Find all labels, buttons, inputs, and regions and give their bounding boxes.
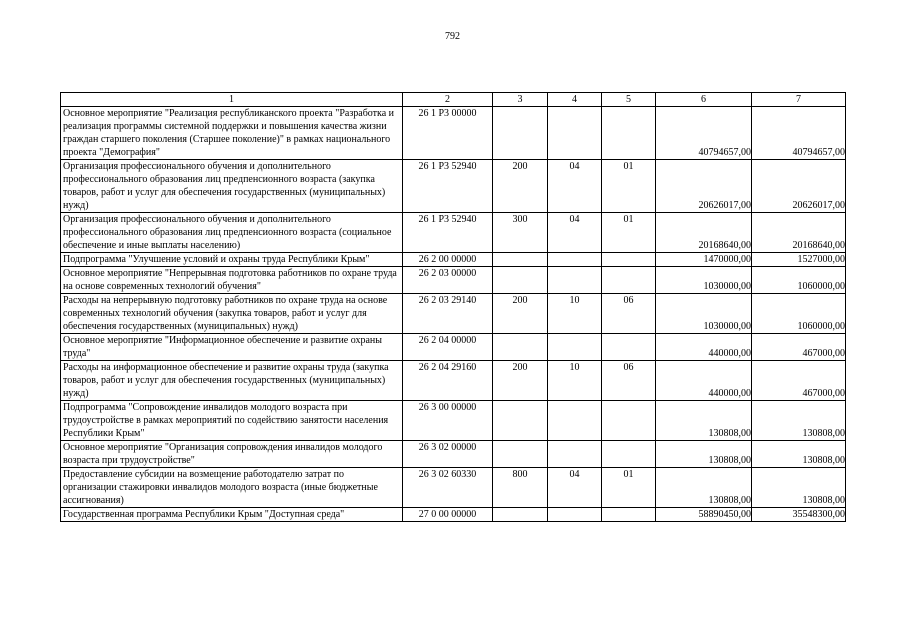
row-name-cell: Основное мероприятие "Реализация республиканского проекта "Разработка и реализация программы системной поддержки и повышения качества жизни граждан старшего поколения (Старшее поколение)" в рамках национального проекта "Демография": [61, 107, 403, 160]
table-row: [61, 294, 846, 334]
column-header: 4: [548, 93, 602, 107]
table-row: [61, 213, 846, 253]
row-amount-cell: 1030000,00: [656, 267, 752, 294]
row-code-cell: 26 3 02 00000: [403, 441, 493, 468]
row-name-cell: Организация профессионального обучения и дополнительного профессионального образования лиц предпенсионного возраста (закупка товаров, работ и услуг для обеспечения государственных (муниципальных) нужд): [61, 160, 403, 213]
row-amount-cell: 1060000,00: [752, 267, 846, 294]
row-section-cell: [548, 401, 602, 441]
row-section-cell: [548, 334, 602, 361]
table-row: [61, 334, 846, 361]
row-amount-cell: 467000,00: [752, 361, 846, 401]
column-header: 1: [61, 93, 403, 107]
row-amount-cell: 130808,00: [752, 441, 846, 468]
table-row: [61, 361, 846, 401]
table-row: [61, 468, 846, 508]
row-expense-type-cell: [493, 508, 548, 522]
row-name-cell: Основное мероприятие "Непрерывная подготовка работников по охране труда на основе современных технологий обучения": [61, 267, 403, 294]
row-amount-cell: 1527000,00: [752, 253, 846, 267]
page-number: 792: [445, 31, 460, 42]
row-subsection-cell: [602, 334, 656, 361]
table-row: [61, 107, 846, 160]
table-row: [61, 441, 846, 468]
row-amount-cell: 130808,00: [656, 468, 752, 508]
table-row: [61, 160, 846, 213]
row-name-cell: Подпрограмма "Сопровождение инвалидов молодого возраста при трудоустройстве в рамках мероприятий по содействию занятости населения Республики Крым": [61, 401, 403, 441]
column-header: 7: [752, 93, 846, 107]
row-code-cell: 26 3 00 00000: [403, 401, 493, 441]
row-subsection-cell: [602, 107, 656, 160]
row-amount-cell: 440000,00: [656, 361, 752, 401]
row-subsection-cell: [602, 508, 656, 522]
row-code-cell: 26 1 P3 52940: [403, 213, 493, 253]
column-header: 2: [403, 93, 493, 107]
row-subsection-cell: [602, 441, 656, 468]
budget-table: [60, 92, 846, 522]
column-header: 5: [602, 93, 656, 107]
row-amount-cell: 40794657,00: [752, 107, 846, 160]
row-expense-type-cell: 200: [493, 294, 548, 334]
row-expense-type-cell: [493, 401, 548, 441]
row-code-cell: 27 0 00 00000: [403, 508, 493, 522]
row-code-cell: 26 1 P3 52940: [403, 160, 493, 213]
row-section-cell: 04: [548, 213, 602, 253]
column-header: 3: [493, 93, 548, 107]
row-name-cell: Основное мероприятие "Организация сопровождения инвалидов молодого возраста при трудоустройстве": [61, 441, 403, 468]
row-amount-cell: 40794657,00: [656, 107, 752, 160]
row-name-cell: Организация профессионального обучения и дополнительного профессионального образования лиц предпенсионного возраста (социальное обеспечение и иные выплаты населению): [61, 213, 403, 253]
row-name-cell: Предоставление субсидии на возмещение работодателю затрат по организации стажировки инвалидов молодого возраста (иные бюджетные ассигнования): [61, 468, 403, 508]
column-header: 6: [656, 93, 752, 107]
row-code-cell: 26 2 04 29160: [403, 361, 493, 401]
row-section-cell: [548, 508, 602, 522]
table-header-row: [61, 93, 846, 107]
row-expense-type-cell: 300: [493, 213, 548, 253]
row-amount-cell: 440000,00: [656, 334, 752, 361]
row-section-cell: [548, 441, 602, 468]
row-name-cell: Расходы на непрерывную подготовку работников по охране труда на основе современных технологий обучения (закупка товаров, работ и услуг для обеспечения государственных (муниципальных) нужд): [61, 294, 403, 334]
row-section-cell: [548, 267, 602, 294]
row-expense-type-cell: [493, 253, 548, 267]
row-amount-cell: 130808,00: [656, 441, 752, 468]
row-name-cell: Расходы на информационное обеспечение и развитие охраны труда (закупка товаров, работ и услуг для обеспечения государственных (муниципальных) нужд): [61, 361, 403, 401]
row-section-cell: 04: [548, 160, 602, 213]
row-code-cell: 26 2 03 29140: [403, 294, 493, 334]
row-expense-type-cell: 800: [493, 468, 548, 508]
row-section-cell: 10: [548, 361, 602, 401]
row-amount-cell: 130808,00: [752, 401, 846, 441]
row-amount-cell: 1470000,00: [656, 253, 752, 267]
row-section-cell: [548, 253, 602, 267]
row-amount-cell: 20626017,00: [752, 160, 846, 213]
row-amount-cell: 20168640,00: [752, 213, 846, 253]
row-amount-cell: 130808,00: [752, 468, 846, 508]
row-subsection-cell: [602, 267, 656, 294]
table-row: [61, 401, 846, 441]
table-row: [61, 253, 846, 267]
row-subsection-cell: 06: [602, 361, 656, 401]
row-section-cell: 10: [548, 294, 602, 334]
table-row: [61, 267, 846, 294]
row-expense-type-cell: [493, 334, 548, 361]
row-subsection-cell: 06: [602, 294, 656, 334]
row-amount-cell: 1030000,00: [656, 294, 752, 334]
row-code-cell: 26 2 00 00000: [403, 253, 493, 267]
row-code-cell: 26 1 P3 00000: [403, 107, 493, 160]
row-section-cell: 04: [548, 468, 602, 508]
row-code-cell: 26 3 02 60330: [403, 468, 493, 508]
row-amount-cell: 35548300,00: [752, 508, 846, 522]
row-expense-type-cell: 200: [493, 160, 548, 213]
row-name-cell: Государственная программа Республики Крым "Доступная среда": [61, 508, 403, 522]
row-name-cell: Подпрограмма "Улучшение условий и охраны труда Республики Крым": [61, 253, 403, 267]
table-row: [61, 508, 846, 522]
row-code-cell: 26 2 03 00000: [403, 267, 493, 294]
row-amount-cell: 20626017,00: [656, 160, 752, 213]
row-amount-cell: 20168640,00: [656, 213, 752, 253]
row-section-cell: [548, 107, 602, 160]
row-amount-cell: 467000,00: [752, 334, 846, 361]
row-code-cell: 26 2 04 00000: [403, 334, 493, 361]
row-expense-type-cell: [493, 267, 548, 294]
row-subsection-cell: 01: [602, 160, 656, 213]
row-amount-cell: 58890450,00: [656, 508, 752, 522]
row-subsection-cell: 01: [602, 468, 656, 508]
row-expense-type-cell: 200: [493, 361, 548, 401]
row-subsection-cell: 01: [602, 213, 656, 253]
row-expense-type-cell: [493, 107, 548, 160]
row-name-cell: Основное мероприятие "Информационное обеспечение и развитие охраны труда": [61, 334, 403, 361]
row-amount-cell: 130808,00: [656, 401, 752, 441]
row-amount-cell: 1060000,00: [752, 294, 846, 334]
row-subsection-cell: [602, 401, 656, 441]
row-expense-type-cell: [493, 441, 548, 468]
row-subsection-cell: [602, 253, 656, 267]
